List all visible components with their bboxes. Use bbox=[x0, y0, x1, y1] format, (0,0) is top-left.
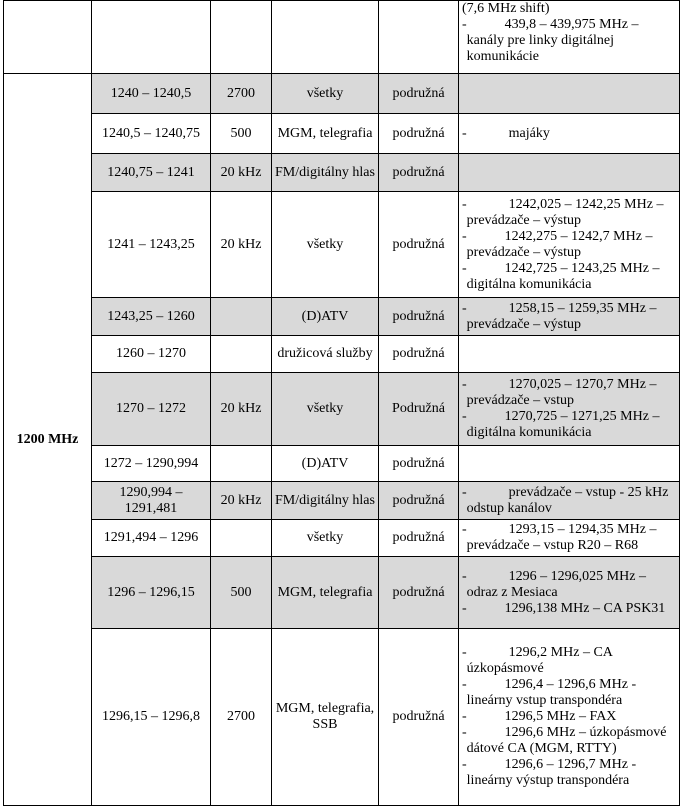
notes-cell bbox=[459, 336, 680, 373]
note-line bbox=[462, 757, 676, 789]
mode-cell: MGM, telegrafia, SSB bbox=[272, 629, 379, 806]
note-line bbox=[462, 725, 676, 757]
notes-cell bbox=[459, 298, 680, 336]
note-line bbox=[462, 709, 676, 725]
mode-cell: MGM, telegrafia bbox=[272, 114, 379, 154]
frequency-range-cell: 1290,994 – 1291,481 bbox=[92, 482, 211, 520]
status-cell: podružná bbox=[379, 336, 459, 373]
note-text: 1296 – 1296,025 MHz – odraz z Mesiaca bbox=[466, 568, 646, 600]
table-row bbox=[4, 557, 680, 629]
note-text: 1296,6 – 1296,7 MHz - lineárny výstup transpondéra bbox=[466, 757, 637, 788]
bandwidth-cell: 2700 bbox=[211, 74, 272, 114]
note-line bbox=[462, 601, 676, 617]
note-line bbox=[462, 17, 676, 65]
status-cell: podružná bbox=[379, 192, 459, 298]
note-line bbox=[462, 301, 676, 333]
note-text: 1242,725 – 1243,25 MHz – digitálna komunikácia bbox=[466, 260, 660, 292]
note-line bbox=[462, 485, 676, 517]
note-text: majáky bbox=[508, 125, 550, 141]
table-row bbox=[4, 192, 680, 298]
status-cell: podružná bbox=[379, 482, 459, 520]
note-text: 1270,025 – 1270,7 MHz – prevádzače – vstup bbox=[466, 377, 657, 408]
status-cell: podružná bbox=[379, 520, 459, 557]
note-text: prevádzače – vstup - 25 kHz odstup kanálov bbox=[466, 484, 669, 516]
status-cell: podružná bbox=[379, 74, 459, 114]
table-row bbox=[4, 482, 680, 520]
note-line bbox=[462, 261, 676, 293]
note-dash: - bbox=[462, 484, 467, 500]
note-line bbox=[462, 1, 676, 17]
note-dash: - bbox=[462, 757, 467, 772]
note-dash: - bbox=[462, 677, 467, 692]
note-text: 1296,6 MHz – úzkopásmové dátové CA (MGM, RTTY) bbox=[466, 725, 667, 756]
frequency-range-cell: 1240,5 – 1240,75 bbox=[92, 114, 211, 154]
note-text: 1296,2 MHz – CA úzkopásmové bbox=[466, 645, 613, 676]
note-line bbox=[462, 229, 676, 261]
bandwidth-cell bbox=[211, 520, 272, 557]
frequency-range-cell: 1240,75 – 1241 bbox=[92, 154, 211, 192]
frequency-allocation-table bbox=[3, 0, 680, 806]
notes-cell bbox=[459, 557, 680, 629]
notes-cell bbox=[459, 520, 680, 557]
note-line bbox=[462, 677, 676, 709]
frequency-range-cell: 1260 – 1270 bbox=[92, 336, 211, 373]
notes-cell bbox=[459, 154, 680, 192]
bandwidth-cell bbox=[211, 298, 272, 336]
bandwidth-cell: 500 bbox=[211, 114, 272, 154]
mode-cell: MGM, telegrafia bbox=[272, 557, 379, 629]
note-dash: - bbox=[462, 600, 467, 616]
note-dash: - bbox=[462, 125, 467, 141]
bandwidth-cell bbox=[211, 446, 272, 482]
note-text: 1258,15 – 1259,35 MHz – prevádzače – výstup bbox=[466, 300, 657, 332]
table-row bbox=[4, 154, 680, 192]
bandwidth-cell: 20 kHz bbox=[211, 192, 272, 298]
note-text: 1242,275 – 1242,7 MHz – prevádzače – výstup bbox=[466, 228, 653, 260]
status-cell: podružná bbox=[379, 629, 459, 806]
mode-cell: FM/digitálny hlas bbox=[272, 154, 379, 192]
note-dash: - bbox=[462, 17, 467, 32]
frequency-range-cell: 1240 – 1240,5 bbox=[92, 74, 211, 114]
mode-cell: všetky bbox=[272, 373, 379, 446]
bandwidth-cell: 500 bbox=[211, 557, 272, 629]
table-cell bbox=[379, 1, 459, 74]
note-text: 1242,025 – 1242,25 MHz – prevádzače – výstup bbox=[466, 196, 664, 228]
frequency-range-cell: 1291,494 – 1296 bbox=[92, 520, 211, 557]
note-dash: - bbox=[462, 260, 467, 276]
table-row bbox=[4, 629, 680, 806]
notes-cell bbox=[459, 114, 680, 154]
table-row bbox=[4, 114, 680, 154]
note-text: 439,8 – 439,975 MHz – kanály pre linky digitálnej komunikácie bbox=[466, 17, 639, 64]
band-label: 1200 MHz bbox=[4, 74, 92, 806]
table-row bbox=[4, 298, 680, 336]
notes-cell bbox=[459, 373, 680, 446]
bandwidth-cell: 20 kHz bbox=[211, 154, 272, 192]
notes-cell bbox=[459, 74, 680, 114]
note-text: (7,6 MHz shift) bbox=[462, 1, 550, 16]
note-line bbox=[462, 645, 676, 677]
status-cell: podružná bbox=[379, 154, 459, 192]
bandwidth-cell: 20 kHz bbox=[211, 482, 272, 520]
notes-cell bbox=[459, 446, 680, 482]
table-cell bbox=[211, 1, 272, 74]
mode-cell: (D)ATV bbox=[272, 298, 379, 336]
status-cell: podružná bbox=[379, 446, 459, 482]
note-line bbox=[462, 569, 676, 601]
mode-cell: všetky bbox=[272, 192, 379, 298]
bandwidth-cell bbox=[211, 336, 272, 373]
table-row bbox=[4, 446, 680, 482]
table-row bbox=[4, 373, 680, 446]
table-cell bbox=[92, 1, 211, 74]
notes-cell bbox=[459, 1, 680, 74]
note-dash: - bbox=[462, 228, 467, 244]
note-text: 1296,138 MHz – CA PSK31 bbox=[504, 600, 666, 616]
notes-cell bbox=[459, 629, 680, 806]
table-row bbox=[4, 520, 680, 557]
notes-cell bbox=[459, 192, 680, 298]
note-text: 1296,4 – 1296,6 MHz - lineárny vstup transpondéra bbox=[466, 677, 637, 708]
bandwidth-cell: 2700 bbox=[211, 629, 272, 806]
note-dash: - bbox=[462, 709, 467, 724]
status-cell: podružná bbox=[379, 557, 459, 629]
note-dash: - bbox=[462, 377, 467, 392]
mode-cell: (D)ATV bbox=[272, 446, 379, 482]
frequency-range-cell: 1243,25 – 1260 bbox=[92, 298, 211, 336]
note-line bbox=[462, 409, 676, 441]
mode-cell: družicová služby bbox=[272, 336, 379, 373]
note-line bbox=[462, 522, 676, 554]
note-line bbox=[462, 197, 676, 229]
note-dash: - bbox=[462, 196, 467, 212]
mode-cell: FM/digitálny hlas bbox=[272, 482, 379, 520]
table-cell bbox=[4, 1, 92, 74]
frequency-range-cell: 1296,15 – 1296,8 bbox=[92, 629, 211, 806]
note-text: 1293,15 – 1294,35 MHz – prevádzače – vstup R20 – R68 bbox=[466, 522, 657, 553]
table-row bbox=[4, 1, 680, 74]
status-cell: podružná bbox=[379, 298, 459, 336]
note-dash: - bbox=[462, 645, 467, 660]
note-dash: - bbox=[462, 522, 467, 537]
frequency-range-cell: 1270 – 1272 bbox=[92, 373, 211, 446]
note-dash: - bbox=[462, 568, 467, 584]
table-row bbox=[4, 336, 680, 373]
note-dash: - bbox=[462, 725, 467, 740]
status-cell: Podružná bbox=[379, 373, 459, 446]
frequency-range-cell: 1241 – 1243,25 bbox=[92, 192, 211, 298]
mode-cell: všetky bbox=[272, 74, 379, 114]
frequency-range-cell: 1296 – 1296,15 bbox=[92, 557, 211, 629]
bandwidth-cell: 20 kHz bbox=[211, 373, 272, 446]
table-cell bbox=[272, 1, 379, 74]
note-dash: - bbox=[462, 300, 467, 316]
note-line bbox=[462, 126, 676, 142]
note-text: 1296,5 MHz – FAX bbox=[504, 709, 617, 724]
note-text: 1270,725 – 1271,25 MHz – digitálna komunikácia bbox=[466, 409, 660, 440]
notes-cell bbox=[459, 482, 680, 520]
table-row bbox=[4, 74, 680, 114]
frequency-range-cell: 1272 – 1290,994 bbox=[92, 446, 211, 482]
note-dash: - bbox=[462, 409, 467, 424]
note-line bbox=[462, 377, 676, 409]
mode-cell: všetky bbox=[272, 520, 379, 557]
status-cell: podružná bbox=[379, 114, 459, 154]
